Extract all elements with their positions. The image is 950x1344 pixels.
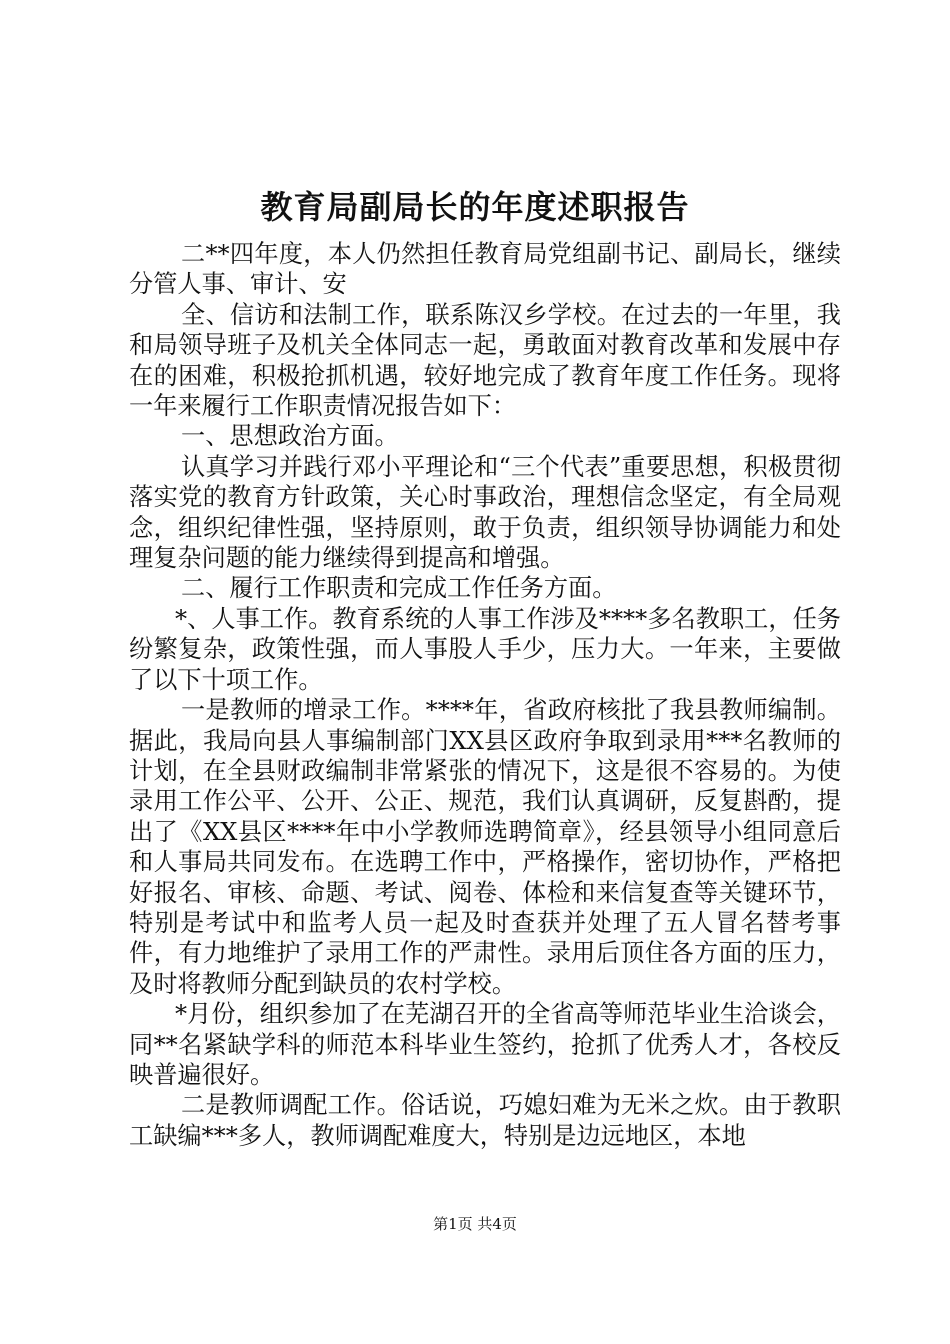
section-heading-duties: 二、履行工作职责和完成工作任务方面。 bbox=[181, 574, 617, 603]
paragraph-personnel: *、人事工作。教育系统的人事工作涉及****多名教职工，任务纷繁复杂，政策性强，而人事股人手少，压力大。一年来，主要做了以下十项工作。 bbox=[129, 604, 841, 694]
document-body bbox=[129, 239, 841, 1151]
section-heading-political: 一、思想政治方面。 bbox=[181, 422, 399, 451]
paragraph-graduate-fair: *月份，组织参加了在芜湖召开的全省高等师范毕业生洽谈会，同**名紧缺学科的师范本科毕业生签约，抢抓了优秀人才，各校反映普遍很好。 bbox=[129, 1000, 841, 1089]
paragraph-teacher-allocation: 二是教师调配工作。俗话说，巧媳妇难为无米之炊。由于教职工缺编***多人，教师调配难度大，特别是边远地区，本地 bbox=[129, 1091, 841, 1150]
paragraph-political: 认真学习并践行邓小平理论和“三个代表”重要思想，积极贯彻落实党的教育方针政策，关心时事政治，理想信念坚定，有全局观念，组织纪律性强，坚持原则，敢于负责，组织领导协调能力和处理复杂问题的能力继续得到提高和增强。 bbox=[129, 452, 841, 573]
page-footer: 第1页 共4页 bbox=[433, 1215, 517, 1233]
paragraph-intro: 二**四年度，本人仍然担任教育局党组副书记、副局长，继续分管人事、审计、安 bbox=[129, 240, 841, 299]
paragraph-intro-continued: 全、信访和法制工作，联系陈汉乡学校。在过去的一年里，我和局领导班子及机关全体同志一起，勇敢面对教育改革和发展中存在的困难，积极抢抓机遇，较好地完成了教育年度工作任务。现将一年来履行工作职责情况报告如下： bbox=[129, 300, 841, 421]
document-title: 教育局副局长的年度述职报告 bbox=[260, 188, 690, 226]
paragraph-teacher-recruitment: 一是教师的增录工作。****年，省政府核批了我县教师编制。据此，我局向县人事编制部门XX县区政府争取到录用***名教师的计划，在全县财政编制非常紧张的情况下，这是很不容易的。为使录用工作公平、公开、公正、规范，我们认真调研，反复斟酌，提出了《XX县区****年中小学教师选聘简章》，经县领导小组同意后和人事局共同发布。在选聘工作中，严格操作，密切协作，严格把好报名、审核、命题、考试、阅卷、体检和来信复查等关键环节，特别是考试中和监考人员一起及时查获并处理了五人冒名替考事件，有力地维护了录用工作的严肃性。录用后顶住各方面的压力，及时将教师分配到缺员的农村学校。 bbox=[129, 696, 841, 998]
